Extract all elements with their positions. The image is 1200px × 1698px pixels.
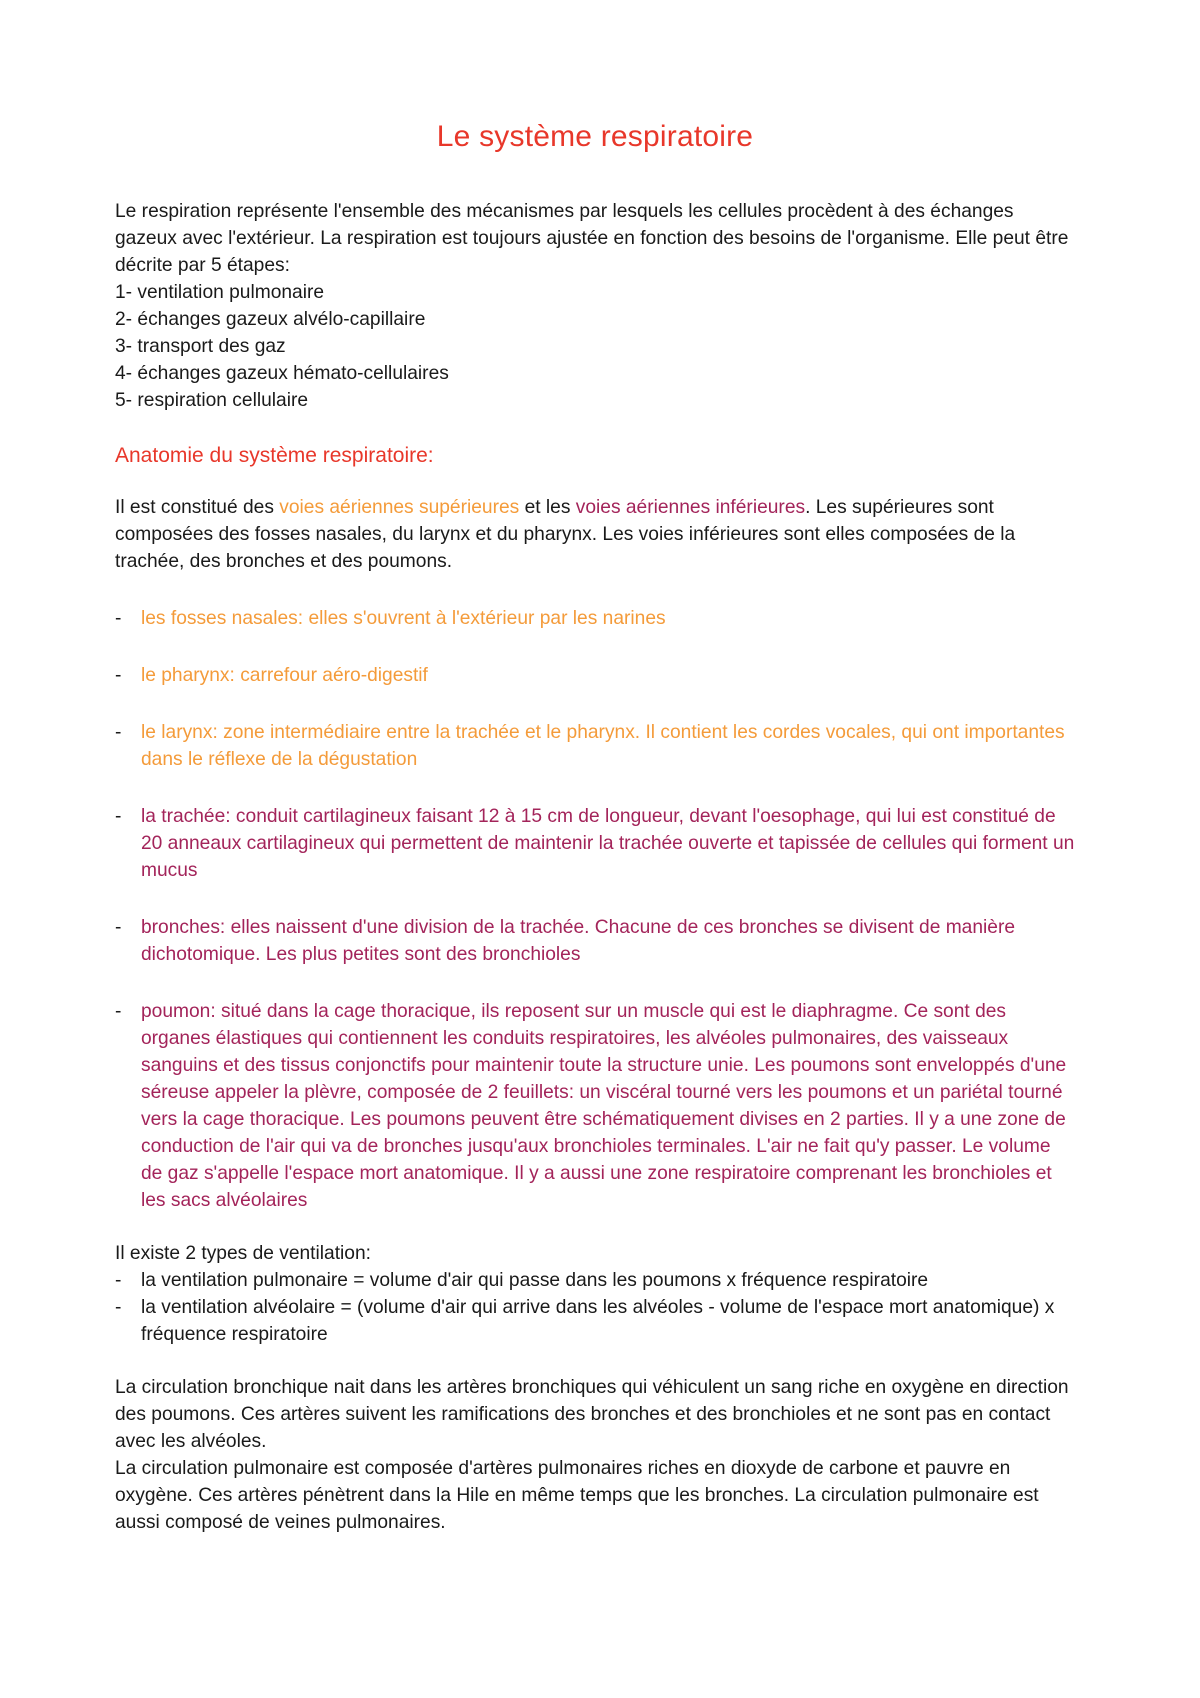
pulmonary-circulation-paragraph: La circulation pulmonaire est composée d'artères pulmonaires riches en dioxyde de carbone et pauvre en oxygène. Ces artères pénètrent dans la Hile en même temps que les bronches. La circulation pulmonaire est aussi composé de veines pulmonaires. xyxy=(115,1458,1039,1533)
dash-marker: - xyxy=(115,665,122,686)
anatomy-item-larynx xyxy=(115,719,1075,773)
anatomy-text: et les xyxy=(519,497,576,518)
step-item: 5- respiration cellulaire xyxy=(115,390,309,411)
anatomy-item-text: la trachée: conduit cartilagineux faisant 12 à 15 cm de longueur, devant l'oesophage, qui lui est constitué de 20 anneaux cartilagineux qui permettent de maintenir la trachée ouverte et tapissée de cellules qui forment un mucus xyxy=(141,806,1075,881)
step-item: 4- échanges gazeux hémato-cellulaires xyxy=(115,363,449,384)
anatomy-text: Il est constitué des xyxy=(115,497,280,518)
ventilation-list xyxy=(115,1267,1075,1348)
dash-marker: - xyxy=(115,608,122,629)
anatomy-item-bronchi xyxy=(115,914,1075,968)
ventilation-item-text: la ventilation pulmonaire = volume d'air qui passe dans les poumons x fréquence respiratoire xyxy=(141,1270,929,1291)
step-item: 3- transport des gaz xyxy=(115,336,286,357)
anatomy-item-lung xyxy=(115,998,1075,1214)
anatomy-item-text: les fosses nasales: elles s'ouvrent à l'extérieur par les narines xyxy=(141,608,666,629)
upper-airways-highlight: voies aériennes supérieures xyxy=(279,497,520,518)
lower-airways-highlight: voies aériennes inférieures xyxy=(575,497,806,518)
anatomy-item-text: poumon: situé dans la cage thoracique, ils reposent sur un muscle qui est le diaphragme. Ce sont des organes élastiques qui contiennent les conduits respiratoires, les alvéoles pulmonaires, des vaisseaux sanguins et des tissus conjonctifs pour maintenir toute la structure unie. Les poumons sont enveloppés d'une séreuse appeler la plèvre, composée de 2 feuillets: un viscéral tourné vers les poumons et un pariétal tourné vers la cage thoracique. Les poumons peuvent être schématiquement divises en 2 parties. Il y a une zone de conduction de l'air qui va de bronches jusqu'aux bronchioles terminales. L'air ne fait qu'y passer. Le volume de gaz s'appelle l'espace mort anatomique. Il y a aussi une zone respiratoire comprenant les bronchioles et les sacs alvéolaires xyxy=(141,1001,1067,1211)
dash-marker: - xyxy=(115,1001,122,1022)
anatomy-text: . Les supérieures sont composées des fosses nasales, du larynx et du pharynx. Les voies inférieures sont elles composées de la trachée, des bronches et des poumons. xyxy=(115,497,1016,572)
ventilation-item xyxy=(115,1294,1075,1348)
dash-marker: - xyxy=(115,1297,122,1318)
ventilation-item-text: la ventilation alvéolaire = (volume d'air qui arrive dans les alvéoles - volume de l'espace mort anatomique) x fréquence respiratoire xyxy=(141,1297,1055,1345)
document-page xyxy=(115,120,1075,1536)
dash-marker: - xyxy=(115,917,122,938)
dash-marker: - xyxy=(115,1270,122,1291)
anatomy-paragraph xyxy=(115,494,1075,575)
step-item: 1- ventilation pulmonaire xyxy=(115,282,325,303)
ventilation-item xyxy=(115,1267,1075,1294)
ventilation-intro: Il existe 2 types de ventilation: xyxy=(115,1243,371,1264)
document-title: Le système respiratoire xyxy=(436,120,754,153)
anatomy-item-text: le larynx: zone intermédiaire entre la trachée et le pharynx. Il contient les cordes vocales, qui ont importantes dans le réflexe de la dégustation xyxy=(141,722,1065,770)
anatomy-item-text: le pharynx: carrefour aéro-digestif xyxy=(141,665,428,686)
intro-paragraph: Le respiration représente l'ensemble des mécanismes par lesquels les cellules procèdent à des échanges gazeux avec l'extérieur. La respiration est toujours ajustée en fonction des besoins de l'organisme. Elle peut être décrite par 5 étapes: xyxy=(115,201,1069,276)
anatomy-item-nasal xyxy=(115,605,1075,632)
anatomy-list xyxy=(115,605,1075,1214)
step-item: 2- échanges gazeux alvélo-capillaire xyxy=(115,309,426,330)
anatomy-heading: Anatomie du système respiratoire: xyxy=(115,444,434,467)
dash-marker: - xyxy=(115,722,122,743)
anatomy-item-text: bronches: elles naissent d'une division de la trachée. Chacune de ces bronches se divisent de manière dichotomique. Les plus petites sont des bronchioles xyxy=(141,917,1016,965)
dash-marker: - xyxy=(115,806,122,827)
anatomy-item-pharynx xyxy=(115,662,1075,689)
anatomy-item-trachea xyxy=(115,803,1075,884)
respiration-steps-list xyxy=(115,279,1075,414)
bronchial-circulation-paragraph: La circulation bronchique nait dans les artères bronchiques qui véhiculent un sang riche en oxygène en direction des poumons. Ces artères suivent les ramifications des bronches et des bronchioles et ne sont pas en contact avec les alvéoles. xyxy=(115,1377,1069,1452)
